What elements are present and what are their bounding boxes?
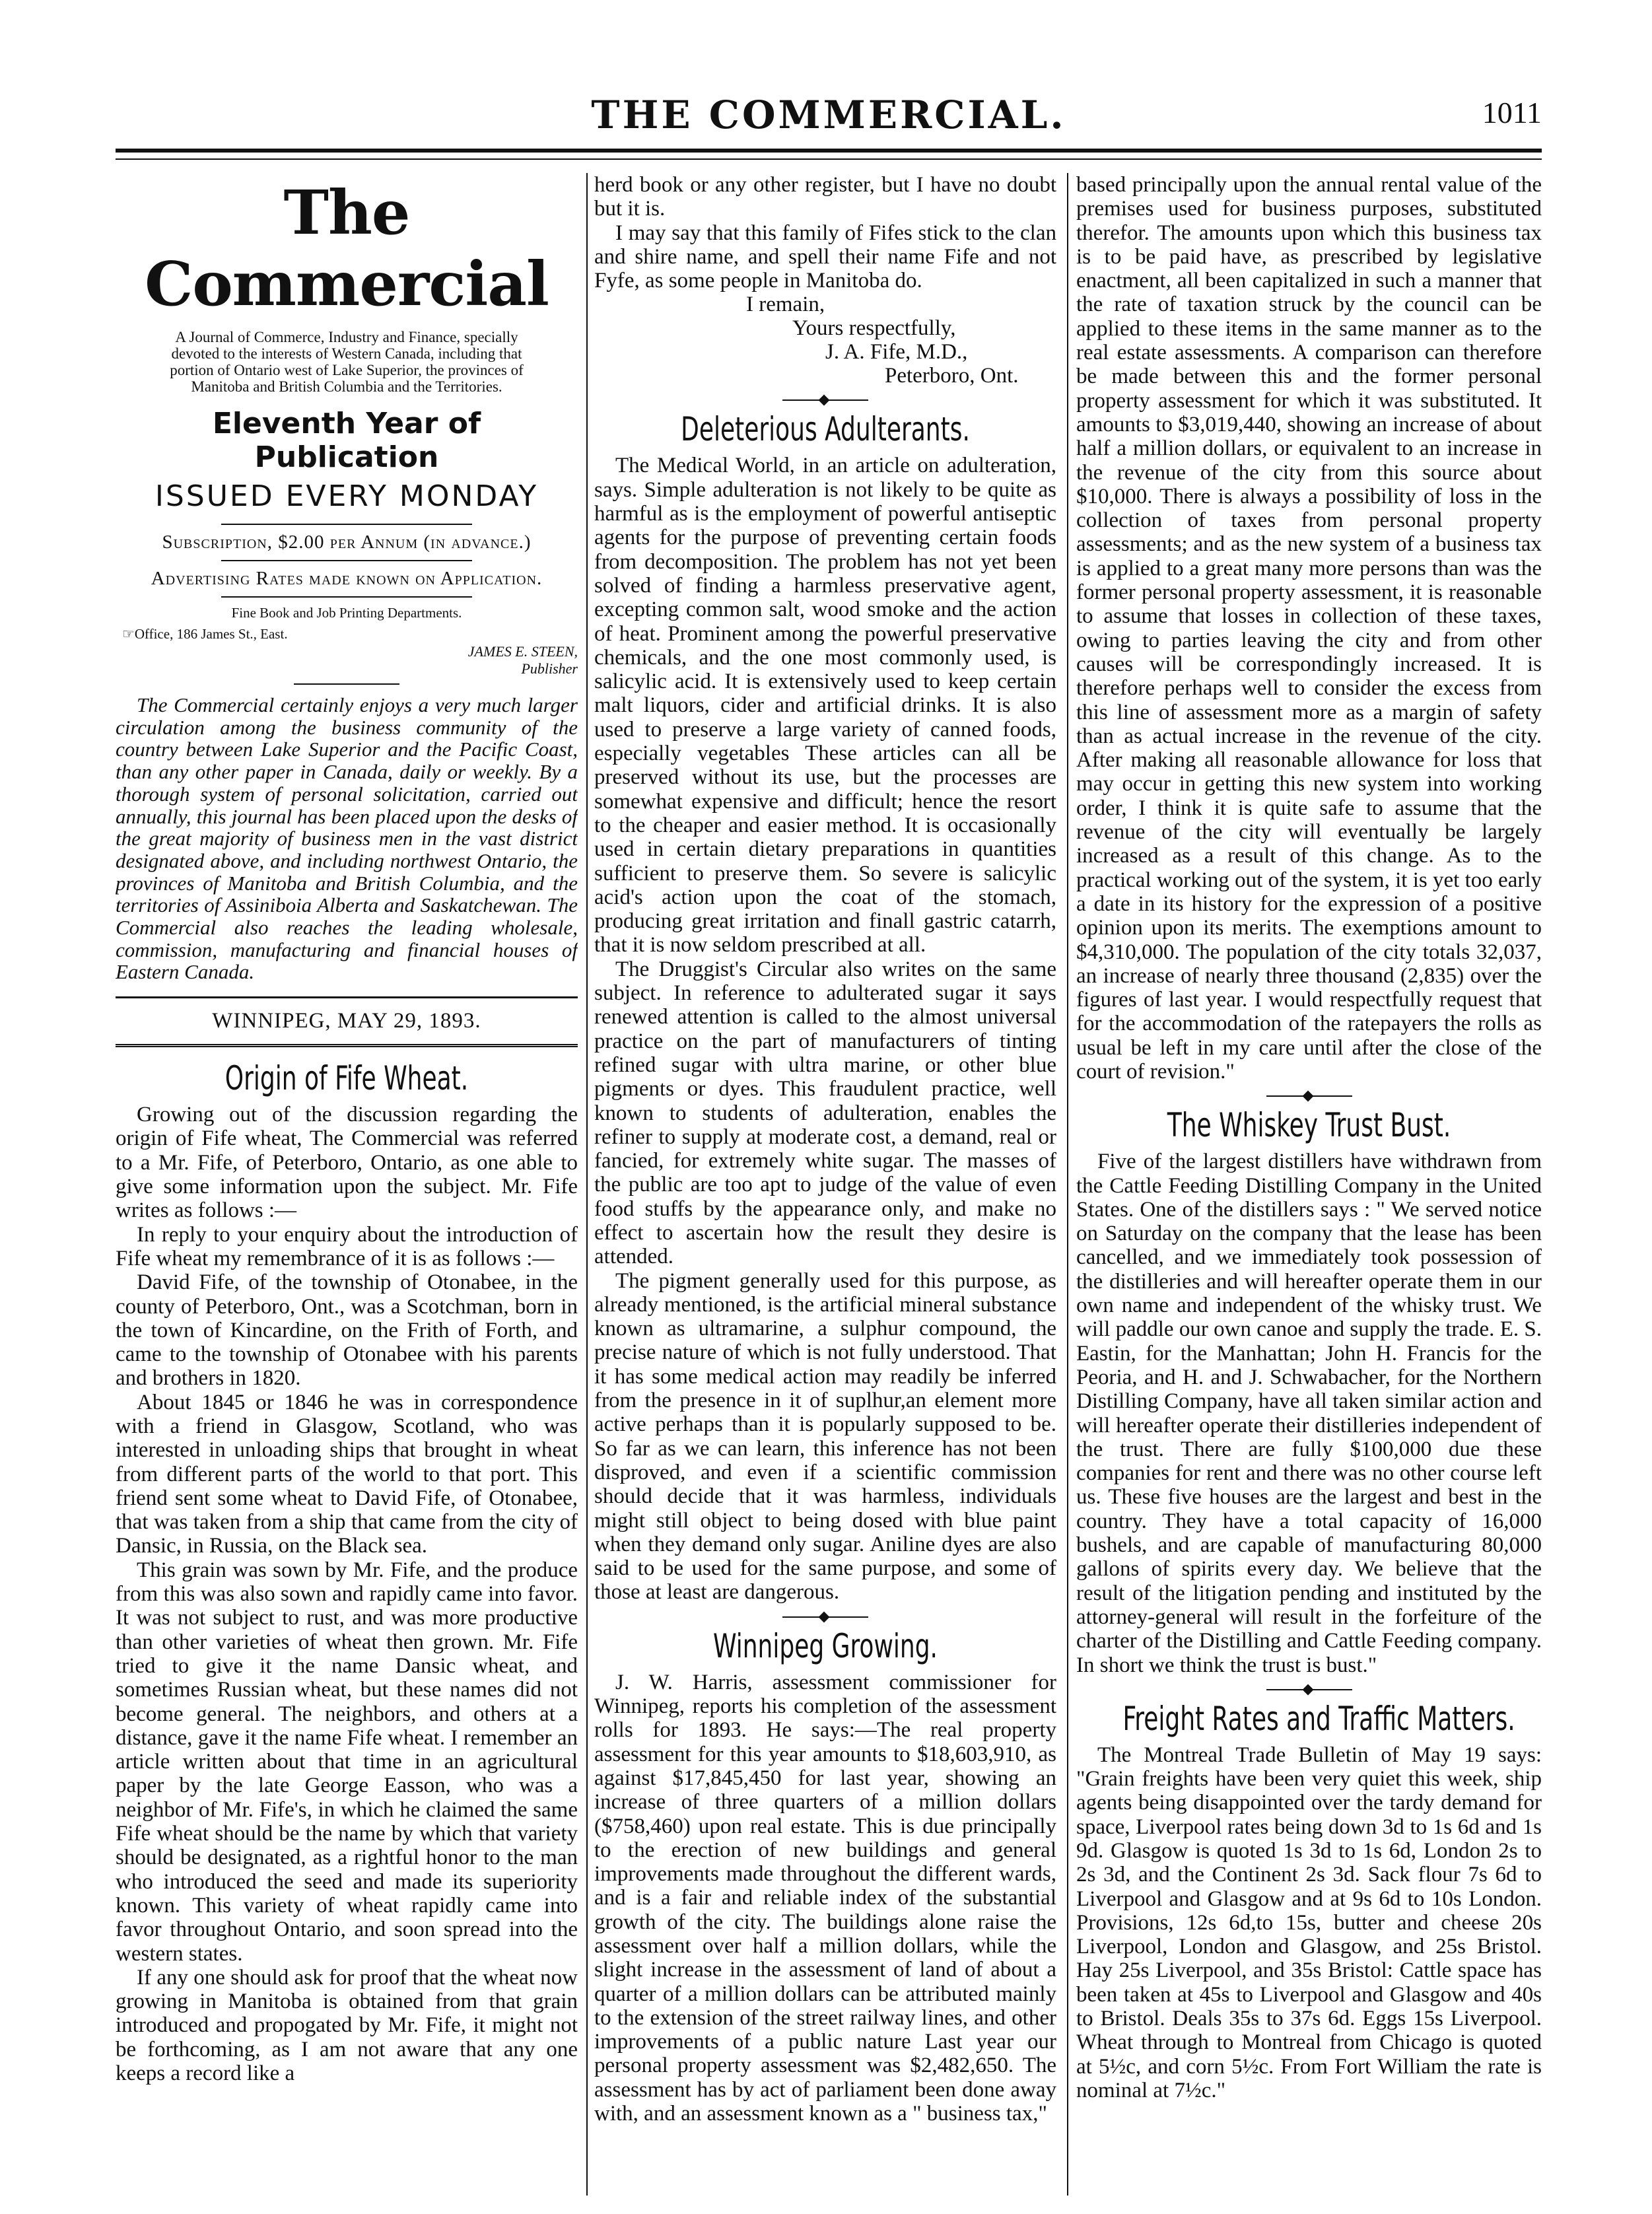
divider-rule [221, 524, 472, 525]
paragraph: David Fife, of the township of Otonabee, in the county of Peterboro, Ont., was a Scotchman, born in the town of Kincardine, on the Frith of Forth, and came to the township of Otonabee with his parents and brothers in 1820. [116, 1270, 578, 1391]
section-ornament [782, 399, 868, 401]
dateline: WINNIPEG, MAY 29, 1893. [212, 1009, 481, 1033]
page-number: 1011 [1482, 96, 1542, 129]
paragraph: This grain was sown by Mr. Fife, and the produce from this was also sown and rapidly came into favor. It was not subject to rust, and was more productive than other varieties of wheat then grown. Mr. Fife tried to give it the name Dansic wheat, and sometimes Russian wheat, but these names did not become general. The neighbors, and others at a distance, gave it the name Fife wheat. I remember an article written about that time in an agricultural paper by the late George Easson, who was a neighbor of Mr. Fife's, in which he claimed the same Fife wheat should be the name by which that variety should be designated, as a rightful honor to the man who introduced the seed and made its superiority known. This variety of wheat rapidly came into favor throughout Ontario, and soon spread into the western states. [116, 1558, 578, 1966]
paragraph: based principally upon the annual rental value of the premises used for business purposes, substituted therefor. The amounts upon which this business tax is to be paid have, as prescribed by legislative enactment, all been capitalized in such a manner that the rate of taxation struck by the council can be applied to these items in the same manner as to the real estate assessments. A comparison can therefore be made between this and the former personal property assessment for which it was substituted. It amounts to $3,019,440, showing an increase of about half a million dollars, or equivalent to an increase in the revenue of the city from this source about $10,000. There is always a possibility of loss in the collection of taxes from personal property assessments; and as the new system of a business tax is applied to a great many more persons than was the former personal property assessment, it is reasonable to assume that losses in collection of these taxes, owing to parties leaving the city and from other causes will be correspondingly increased. It is therefore perhaps well to consider the excess from this line of assessment more as a margin of safety than as actual increase in the revenue of the city. After making all reasonable allowance for loss that may occur in getting this new system into working order, I think it is quite safe to assume that the revenue of the city will eventually be largely increased as a result of this change. As to the practical working out of the system, it is yet too early a date in its history for the expression of a positive opinion upon its merits. The exemptions amount to $4,310,000. The population of the city totals 32,037, an increase of nearly three thousand (2,835) over the figures of last year. I would respectfully request that for the accommodation of the ratepayers the rolls as usual be left in my care until after the close of the court of revision." [1076, 173, 1542, 1084]
advertising-rates: Advertising Rates made known on Application. [151, 568, 543, 589]
divider-rule [221, 596, 472, 598]
paragraph: If any one should ask for proof that the wheat now growing in Manitoba is obtained from that grain introduced and propogated by Mr. Fife, it might not be forthcoming, as I am not aware that any one keeps a record like a [116, 1965, 578, 2086]
masthead-rule-thin [116, 158, 1542, 160]
nameplate: The Commercial [145, 177, 549, 320]
paragraph: The Druggist's Circular also writes on the same subject. In reference to adulterated sugar it says renewed attention is called to the almost universal practice on the part of manufacturers of tinting refined sugar with ultra marine, or other blue pigments or dyes. This fraudulent practice, well known to students of adulteration, enables the refiner to supply at moderate cost, a demand, real or fancied, for extremely white sugar. The masses of the public are too apt to judge of the value of even food stuffs by the appearance only, and make no effect to ascertain how the result they desire is attended. [594, 957, 1056, 1269]
publisher-name: JAMES E. STEEN, [467, 643, 578, 660]
section-ornament [1266, 1689, 1352, 1690]
paragraph: About 1845 or 1846 he was in correspondence with a friend in Glasgow, Scotland, who was interested in unloading ships that brought in wheat from different parts of the world to that port. This friend sent some wheat to David Fife, of Otonabee, that was taken from a ship that came from the city of Dansic, in Russia, on the Black sea. [116, 1390, 578, 1558]
circulation-notice: The Commercial certainly enjoys a very much larger circulation among the business community of the country between Lake Superior and the Pacific Coast, than any other paper in Canada, daily or weekly. By a thorough system of personal solicitation, carried out annually, this journal has been placed upon the desks of the great majority of business men in the vast district designated above, and including northwest Ontario, the provinces of Manitoba and British Columbia, and the territories of Assiniboia Alberta and Saskatchewan. The Commercial also reaches the leading wholesale, commission, manufacturing and financial houses of Eastern Canada. [116, 693, 578, 984]
tagline: A Journal of Commerce, Industry and Finance, specially devoted to the interests of Western Canada, including that portion of Ontario west of Lake Superior, the provinces of Manitoba and British Columbia and the Territories. [170, 329, 524, 395]
column-divider-1 [586, 173, 588, 2196]
article-winnipeg-growing-continued [1076, 173, 1542, 1084]
issued-every-monday: ISSUED EVERY MONDAY [155, 479, 539, 513]
article-heading-fife-wheat: Origin of Fife Wheat. [224, 1059, 469, 1098]
dateline-box [116, 996, 578, 1047]
column-2 [594, 173, 1056, 2196]
signoff-remain: I remain, [746, 293, 825, 317]
paragraph: The Montreal Trade Bulletin of May 19 says: "Grain freights have been very quiet this week, ship agents being disappointed over the tardy demand for space, Liverpool rates being down 3d to 1s 6d and 1s 9d. Glasgow is quoted 1s 3d to 1s 6d, London 2s to 2s 3d, and the Continent 2s 3d. Sack flour 7s 6d to Liverpool and Glasgow and at 9s 6d to 10s London. Provisions, 12s 6d,to 15s, butter and cheese 20s Liverpool, London and Glasgow, and 25s Bristol. Hay 25s Liverpool, and 35s Bristol: Cattle space has been taken at 45s to Liverpool and Glasgow and 40s to Bristol. Deals 35s to 37s 6d. Eggs 15s Liverpool. Wheat through to Montreal from Chicago is quoted at 5½c, and corn 5½c. From Fort William the rate is nominal at 7½c." [1076, 1743, 1542, 2102]
article-fife-wheat-continued [594, 173, 1056, 293]
section-ornament [782, 1616, 868, 1618]
masthead-rule-thick [116, 149, 1542, 153]
publisher-title: Publisher [521, 660, 578, 677]
printing-departments: Fine Book and Job Printing Departments. [231, 605, 462, 621]
paragraph: herd book or any other register, but I have no doubt but it is. [594, 173, 1056, 221]
paragraph: The Medical World, in an article on adulteration, says. Simple adulteration is not likely to be quite as harmful as is the employment of powerful antiseptic agents for the purpose of preventing certain foods from decomposition. The problem has not yet been solved of finding a harmless preservative agent, excepting common salt, wood smoke and the action of heat. Prominent among the powerful preservative chemicals, and the one most commonly used, is salicylic acid. It is extensively used to keep certain malt liquors, cider and artificial drinks. It is also used to preserve a large variety of canned foods, especially vegetables These articles can all be preserved without its use, but the processes are somewhat expensive and difficult; hence the resort to the cheaper and easier method. It is occasionally used in certain dietary preparations in quantities sufficient to preserve them. So severe is salicylic acid's action upon the coat of the stomach, producing great irritation and finall gastric catarrh, that it is now seldom prescribed at all. [594, 454, 1056, 957]
paragraph: In reply to your enquiry about the introduction of Fife wheat my remembrance of it is as follows :— [116, 1222, 578, 1270]
paragraph: Growing out of the discussion regarding the origin of Fife wheat, The Commercial was referred to a Mr. Fife, of Peterboro, Ontario, as one able to give some information upon the subject. Mr. Fife writes as follows :— [116, 1103, 578, 1223]
article-heading-whiskey-trust: The Whiskey Trust Bust. [1167, 1106, 1451, 1145]
article-whiskey-trust [1076, 1150, 1542, 1677]
office-address: ☞Office, 186 James St., East. [122, 626, 288, 642]
section-ornament [1266, 1095, 1352, 1097]
paragraph: The pigment generally used for this purpose, as already mentioned, is the artificial mineral substance known as ultramarine, a sulphur compound, the precise nature of which is not fully understood. That it has some medical action may readily be inferred from the presence in it of suplhur,an element more active perhaps than it is popularly supposed to be. So far as we can learn, this inference has not been disproved, and even if a scientific commission should decide that it was harmless, individuals might still object to being dosed with blue paint when they demand only sugar. Aniline dyes are also said to be used for the same purpose, and some of those at least are dangerous. [594, 1268, 1056, 1605]
signoff-name: J. A. Fife, M.D., [825, 340, 968, 364]
paragraph: Five of the largest distillers have withdrawn from the Cattle Feeding Distilling Company in the United States. One of the distillers says : " We served notice on Saturday on the company that the lease has been cancelled, and we immediately took possession of the distilleries and will hereafter operate them in our own name and independent of the whisky trust. We will paddle our own canoe and supply the trade. E. S. Eastin, for the Manhattan; John H. Francis for the Peoria, and H. and J. Schwabacher, for the Northern Distilling Company, have all taken similar action and will hereafter operate their distilleries independent of the trust. There are fully $100,000 due these companies for rent and there was no other course left us. These five houses are the largest and best in the country. They have a total capacity of 16,000 bushels, and are capable of manufacturing 80,000 gallons of spirits every day. We believe that the result of the litigation pending and instituted by the attorney-general will result in the forfeiture of the charter of the Distilling and Cattle Feeding company. In short we think the trust is bust." [1076, 1150, 1542, 1677]
signoff-yours: Yours respectfully, [792, 316, 956, 341]
article-fife-wheat [116, 1103, 578, 2085]
article-adulterants [594, 454, 1056, 1604]
article-freight-rates [1076, 1743, 1542, 2102]
column-1 [116, 173, 578, 2196]
column-divider-2 [1067, 173, 1068, 2196]
column-3 [1076, 173, 1542, 2196]
divider-rule [294, 683, 399, 685]
paragraph: I may say that this family of Fifes stick to the clan and shire name, and spell their name Fife and not Fyfe, as some people in Manitoba do. [594, 221, 1056, 293]
subscription-price: Subscription, $2.00 per Annum (in advance.) [162, 532, 532, 553]
article-heading-freight-rates: Freight Rates and Traffic Matters. [1122, 1699, 1515, 1738]
article-heading-adulterants: Deleterious Adulterants. [681, 410, 970, 449]
eleventh-year: Eleventh Year of Publication [212, 407, 481, 474]
letter-signoff [594, 293, 1056, 388]
article-heading-winnipeg-growing: Winnipeg Growing. [713, 1626, 938, 1665]
masthead [116, 92, 1542, 139]
divider-rule [221, 560, 472, 561]
masthead-title: THE COMMERCIAL. [591, 92, 1066, 137]
article-winnipeg-growing [594, 1671, 1056, 2126]
paragraph: J. W. Harris, assessment commissioner for Winnipeg, reports his completion of the assessment rolls for 1893. He says:—The real property assessment for this year amounts to $18,603,910, as against $17,845,450 for last year, showing an increase of three quarters of a million dollars ($758,460) upon real estate. This is due principally to the erection of new buildings and general improvements made throughout the different wards, and is a fair and reliable index of the substantial growth of the city. The buildings alone raise the assessment over half a million dollars, while the slight increase in the assessment of land of about a quarter of a million dollars can be attributed mainly to the extension of the street railway lines, and other improvements of a public nature Last year our personal property assessment was $2,482,650. The assessment has by act of parliament been done away with, and an assessment known as a " business tax," [594, 1670, 1056, 2126]
signoff-place: Peterboro, Ont. [885, 364, 1019, 388]
